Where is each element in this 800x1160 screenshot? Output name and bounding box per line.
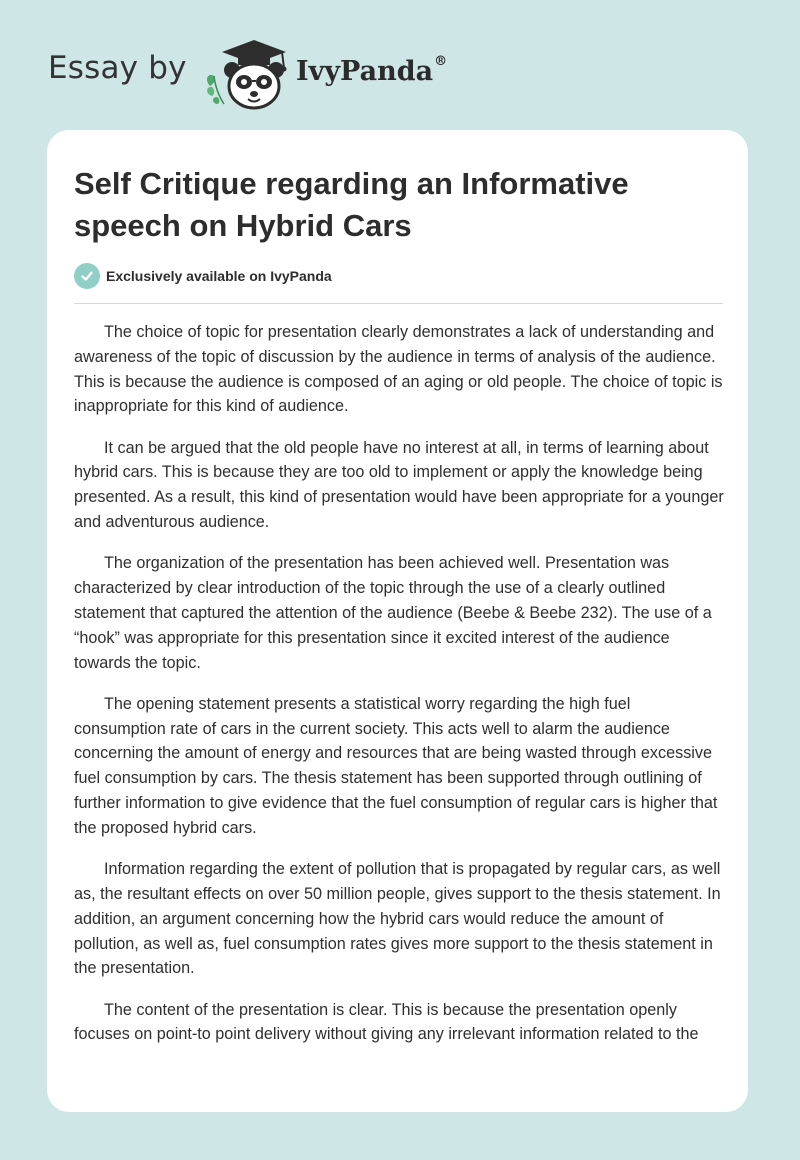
panda-graduate-icon[interactable] bbox=[202, 36, 294, 112]
check-icon bbox=[74, 263, 100, 289]
paragraph: The choice of topic for presentation clearly demonstrates a lack of understanding and awareness of the topic of discussion by the audience in terms of analysis of the audience. This is because the audience is composed of an aging or old people. The choice of topic is inappropriate for this kind of audience. bbox=[74, 323, 723, 416]
site-header bbox=[48, 36, 508, 112]
paragraph: Information regarding the extent of pollution that is propagated by regular cars, as well as, the resultant effects on over 50 million people, gives support to the thesis statement. In addition, an argument concerning how the hybrid cars would reduce the amount of pollution, as well as, fuel consumption rates gives more support to the thesis statement in the presentation. bbox=[74, 860, 721, 978]
paragraph: The organization of the presentation has been achieved well. Presentation was characterized by clear introduction of the topic through the use of a clearly outlined statement that captured the attention of the audience (Beebe & Beebe 232). The use of a “hook” was appropriate for this presentation since it excited interest of the audience towards the topic. bbox=[74, 554, 712, 672]
paragraph: It can be argued that the old people have no interest at all, in terms of learning about hybrid cars. This is because they are too old to implement or apply the knowledge being presented. As a result, this kind of presentation would have been appropriate for a younger and adventurous audience. bbox=[74, 438, 724, 532]
paragraph: The opening statement presents a statistical worry regarding the high fuel consumption rate of cars in the current society. This acts well to alarm the audience concerning the amount of energy and resources that are being wasted through excessive fuel consumption by cars. The thesis statement has been supported through outlining of further information to give evidence that the fuel consumption of regular cars is higher that the proposed hybrid cars. bbox=[74, 694, 718, 837]
divider bbox=[74, 303, 723, 304]
brand-name[interactable] bbox=[296, 56, 447, 87]
essay-by-label: Essay by bbox=[48, 50, 187, 86]
brand-text: IvyPanda bbox=[296, 56, 434, 87]
registered-mark: ® bbox=[434, 54, 448, 69]
paragraph: The content of the presentation is clear. This is because the presentation openly focuses on point-to point delivery without giving any irrelevant information related to the bbox=[74, 1000, 699, 1044]
essay-card bbox=[47, 130, 748, 1112]
exclusive-badge-text: Exclusively available on IvyPanda bbox=[106, 268, 332, 284]
essay-body bbox=[74, 320, 726, 1064]
exclusive-badge bbox=[74, 263, 332, 289]
page-title: Self Critique regarding an Informative speech on Hybrid Cars bbox=[74, 166, 629, 243]
